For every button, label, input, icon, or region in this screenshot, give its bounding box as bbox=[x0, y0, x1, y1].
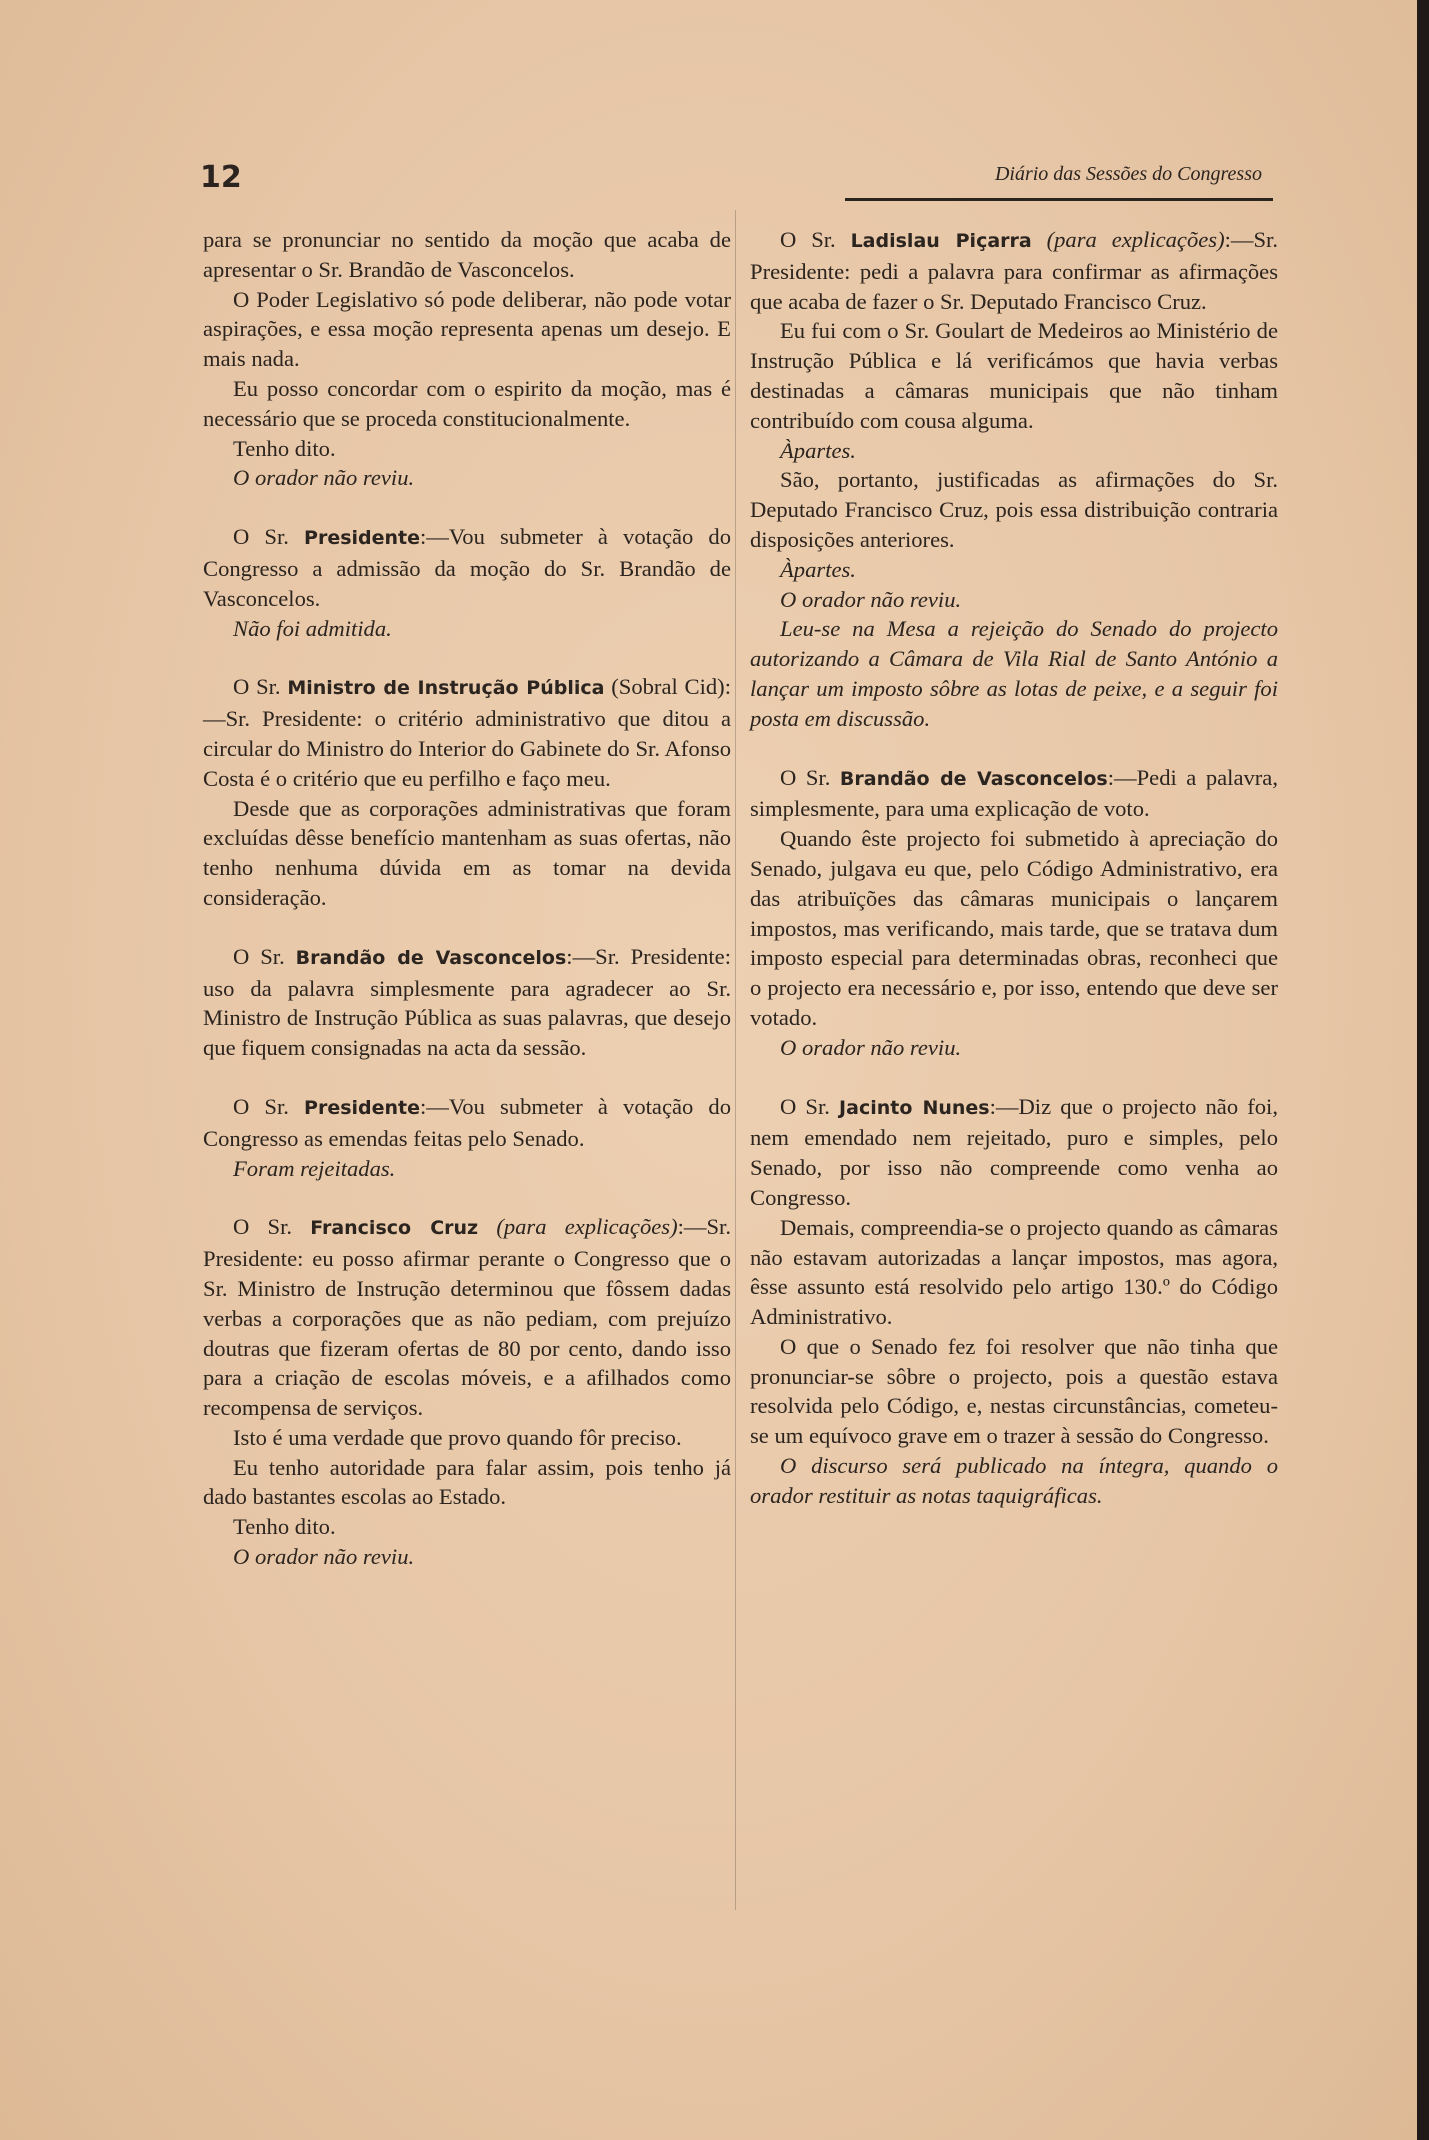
editorial-note: Àpartes. bbox=[780, 556, 856, 582]
speaker-prefix: O Sr. bbox=[233, 1093, 289, 1119]
speech-text: Sr. Presidente: uso da palavra simplesmente para agradecer ao Sr. Ministro de Instrução Pública as suas palavras, que desejo que fiquem consignadas na acta da sessão. bbox=[203, 943, 731, 1061]
speech-separator: :— bbox=[1107, 764, 1137, 790]
speaker-prefix: O Sr. bbox=[233, 943, 285, 969]
speech-separator: :— bbox=[203, 674, 731, 732]
speaker-name: Ladislau Piçarra bbox=[850, 230, 1032, 252]
speaker-name: Brandão de Vasconcelos bbox=[295, 946, 567, 969]
speaker-prefix: O Sr. bbox=[233, 674, 281, 700]
speech-paragraph bbox=[203, 1212, 731, 1423]
paragraph: Desde que as corporações administrativas que foram excluídas dêsse benefício mantenham as suas ofertas, não tenho nenhuma dúvida em as tomar na devida consideração. bbox=[203, 795, 731, 910]
editorial-note: Não foi admitida. bbox=[233, 615, 392, 641]
speech-text: Sr. Presidente: eu posso afirmar perante o Congresso que o Sr. Ministro de Instrução determinou que fôssem dadas verbas a corporações que as não pediam, com prejuízo doutras que fizeram ofertas de 80 por cento, dando isso para a criação de escolas móveis, e a afilhados como recompensa de serviços. bbox=[203, 1214, 731, 1421]
speaker-parenthetical: (para explicações) bbox=[1046, 227, 1225, 252]
speech-text: Sr. Presidente: o critério administrativo que ditou a circular do Ministro do Interior do Gabinete do Sr. Afonso Costa é o critério que eu perfilho e faço meu. bbox=[203, 706, 731, 791]
paragraph: São, portanto, justificadas as afirmações do Sr. Deputado Francisco Cruz, pois essa distribuição contraria disposições anteriores. bbox=[750, 467, 1278, 552]
left-column bbox=[203, 225, 731, 1572]
speech-paragraph bbox=[750, 1092, 1278, 1213]
paragraph: Eu tenho autoridade para falar assim, pois tenho já dado bastantes escolas ao Estado. bbox=[203, 1454, 731, 1510]
speaker-name: Francisco Cruz bbox=[310, 1217, 479, 1240]
paragraph: Quando êste projecto foi submetido à apreciação do Senado, julgava eu que, pelo Código Administrativo, era das atribuïções das câmaras municipais o lançarem impostos, mas verificando, mais tarde, que se tratava dum imposto especial para determinadas obras, reconheci que o projecto era necessário e, por isso, entendo que deve ser votado. bbox=[750, 826, 1278, 1030]
speaker-name: Ministro de Instrução Pública bbox=[287, 677, 605, 700]
speaker-name: Presidente bbox=[304, 527, 421, 550]
editorial-note: Foram rejeitadas. bbox=[233, 1155, 396, 1181]
editorial-note: O orador não reviu. bbox=[233, 1544, 415, 1570]
speaker-prefix: O Sr. bbox=[233, 524, 289, 550]
speech-paragraph bbox=[750, 225, 1278, 316]
speech-separator: :— bbox=[1224, 227, 1254, 252]
header-rule bbox=[845, 198, 1273, 201]
speech-paragraph bbox=[203, 942, 731, 1063]
speaker-prefix: O Sr. bbox=[780, 227, 836, 252]
paragraph: Eu posso concordar com o espirito da moção, mas é necessário que se proceda constitucionalmente. bbox=[203, 375, 731, 431]
editorial-note: O discurso será publicado na íntegra, quando o orador restituir as notas taquigráficas. bbox=[750, 1453, 1278, 1508]
speech-paragraph bbox=[203, 672, 731, 793]
speech-separator: :— bbox=[677, 1214, 707, 1240]
paragraph: Isto é uma verdade que provo quando fôr preciso. bbox=[233, 1424, 682, 1450]
speech-text: Pedi a palavra, simplesmente, para uma explicação de voto. bbox=[750, 764, 1278, 822]
paragraph: Tenho dito. bbox=[233, 1514, 336, 1540]
speech-paragraph bbox=[203, 522, 731, 613]
right-column bbox=[750, 225, 1278, 1511]
speaker-name: Presidente bbox=[304, 1096, 421, 1119]
speech-separator: :— bbox=[420, 1093, 449, 1119]
editorial-note: Àpartes. bbox=[780, 437, 856, 463]
paragraph: para se pronunciar no sentido da moção que acaba de apresentar o Sr. Brandão de Vasconcelos. bbox=[203, 227, 731, 282]
speech-text: Diz que o projecto não foi, nem emendado nem rejeitado, puro e simples, pelo Senado, por isso não compreende como venha ao Congresso. bbox=[750, 1093, 1278, 1210]
editorial-note: O orador não reviu. bbox=[780, 1034, 962, 1060]
speaker-name: Jacinto Nunes bbox=[839, 1096, 990, 1119]
paragraph: Demais, compreendia-se o projecto quando as câmaras não estavam autorizadas a lançar impostos, mas agora, êsse assunto está resolvido pelo artigo 130.º do Código Administrativo. bbox=[750, 1214, 1278, 1330]
speech-separator: :— bbox=[566, 943, 596, 969]
paragraph: O Poder Legislativo só pode deliberar, não pode votar aspirações, e essa moção representa apenas um desejo. E mais nada. bbox=[203, 286, 731, 372]
paragraph: O que o Senado fez foi resolver que não tinha que pronunciar-se sôbre o projecto, pois a questão estava resolvida pelo Código, e, nestas circunstâncias, cometeu-se um equívoco grave em o trazer à sessão do Congresso. bbox=[750, 1333, 1278, 1449]
running-title: Diário das Sessões do Congresso bbox=[994, 163, 1262, 185]
paragraph: Tenho dito. bbox=[233, 435, 336, 461]
speech-separator: :— bbox=[420, 524, 449, 550]
speech-paragraph bbox=[750, 763, 1278, 825]
paragraph: Eu fui com o Sr. Goulart de Medeiros ao Ministério de Instrução Pública e lá verificámos que havia verbas destinadas a câmaras municipais que não tinham contribuído com cousa alguma. bbox=[750, 318, 1278, 433]
speech-text: Vou submeter à votação do Congresso as emendas feitas pelo Senado. bbox=[203, 1093, 731, 1151]
speaker-parenthetical: (Sobral Cid) bbox=[611, 674, 725, 700]
speech-paragraph bbox=[203, 1092, 731, 1154]
page-number: 12 bbox=[200, 160, 242, 195]
speaker-prefix: O Sr. bbox=[780, 764, 831, 790]
editorial-note: Leu-se na Mesa a rejeição do Senado do projecto autorizando a Câmara de Vila Rial de Santo António a lançar um imposto sôbre as lotas de peixe, e a seguir foi posta em discussão. bbox=[750, 616, 1278, 731]
editorial-note: O orador não reviu. bbox=[233, 465, 415, 491]
speaker-prefix: O Sr. bbox=[780, 1093, 830, 1119]
speaker-name: Brandão de Vasconcelos bbox=[839, 767, 1108, 790]
column-divider bbox=[735, 210, 736, 1910]
speaker-prefix: O Sr. bbox=[233, 1214, 292, 1240]
editorial-note: O orador não reviu. bbox=[780, 586, 962, 612]
speaker-parenthetical: (para explicações) bbox=[496, 1214, 678, 1240]
speech-separator: :— bbox=[989, 1093, 1019, 1119]
speech-text: Sr. Presidente: pedi a palavra para confirmar as afirmações que acaba de fazer o Sr. Deputado Francisco Cruz. bbox=[750, 227, 1278, 314]
speech-text: Vou submeter à votação do Congresso a admissão da moção do Sr. Brandão de Vasconcelos. bbox=[203, 524, 731, 611]
